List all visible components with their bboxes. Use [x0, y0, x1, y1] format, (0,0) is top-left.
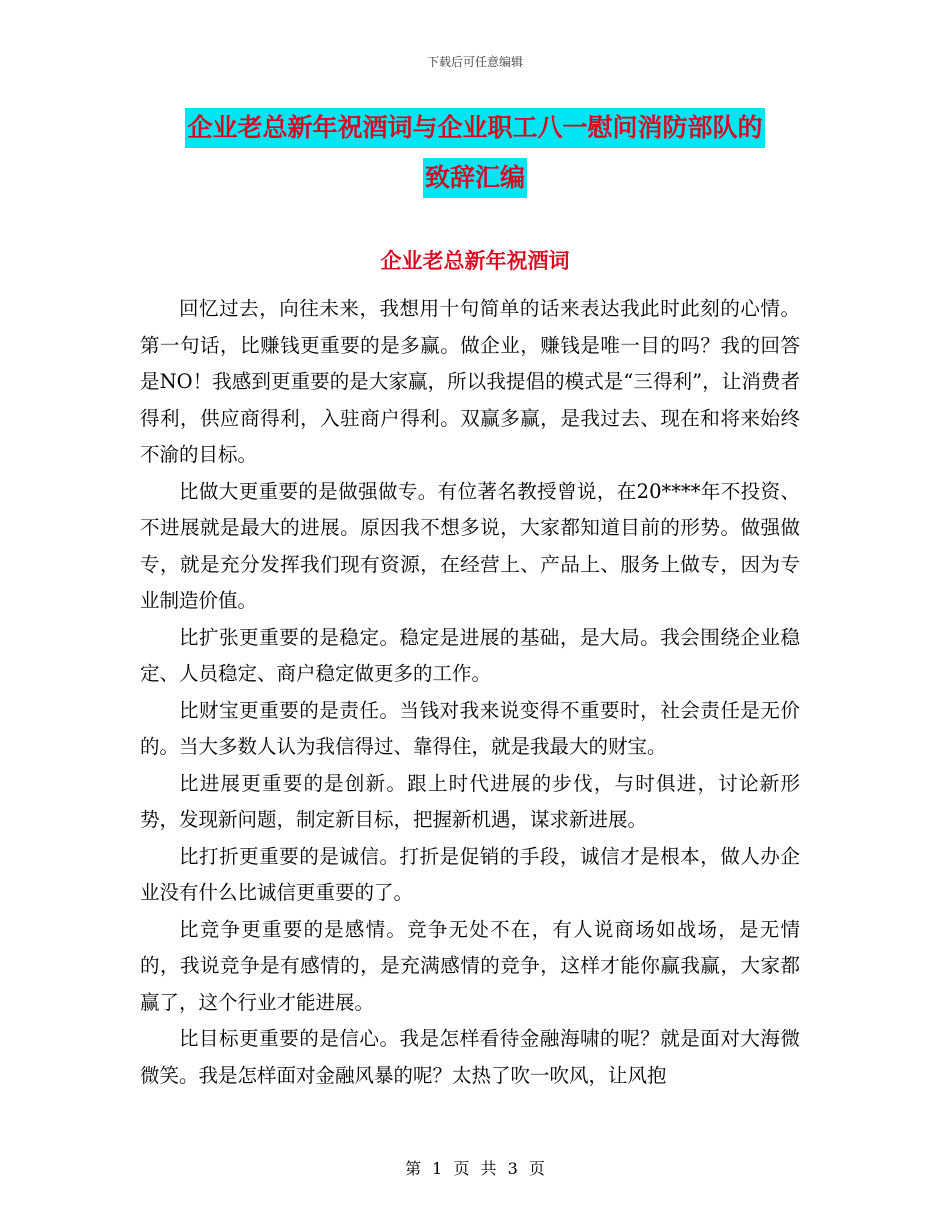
- document-title-line-1: 企业老总新年祝酒词与企业职工八一慰问消防部队的: [185, 108, 764, 148]
- body-paragraph: 回忆过去，向往未来，我想用十句简单的话来表达我此时此刻的心情。第一句话，比赚钱更重要的是多赢。做企业，赚钱是唯一目的吗？我的回答是NO！我感到更重要的是大家赢，所以我提倡的模式是“三得利”，让消费者得利，供应商得利，入驻商户得利。双赢多赢，是我过去、现在和将来始终不渝的目标。: [140, 297, 800, 466]
- page-number-footer: 第 1 页 共 3 页: [405, 1159, 545, 1178]
- body-paragraph: 比打折更重要的是诚信。打折是促销的手段，诚信才是根本，做人办企业没有什么比诚信更重要的了。: [140, 844, 800, 904]
- document-body: [140, 291, 800, 1094]
- document-title: [140, 108, 810, 198]
- body-paragraph: 比进展更重要的是创新。跟上时代进展的步伐，与时俱进，讨论新形势，发现新问题，制定新目标，把握新机遇，谋求新进展。: [140, 771, 800, 831]
- section-title: 企业老总新年祝酒词: [380, 248, 570, 273]
- page-header-note: 下载后可任意编辑: [426, 55, 523, 69]
- body-paragraph: 比目标更重要的是信心。我是怎样看待金融海啸的呢？就是面对大海微微笑。我是怎样面对金融风暴的呢？太热了吹一吹风，让风抱: [140, 1027, 800, 1087]
- body-paragraph: 比扩张更重要的是稳定。稳定是进展的基础，是大局。我会围绕企业稳定、人员稳定、商户稳定做更多的工作。: [140, 625, 800, 685]
- body-paragraph: 比做大更重要的是做强做专。有位著名教授曾说，在20****年不投资、不进展就是最大的进展。原因我不想多说，大家都知道目前的形势。做强做专，就是充分发挥我们现有资源，在经营上、产品上、服务上做专，因为专业制造价值。: [140, 479, 800, 612]
- body-paragraph: 比竞争更重要的是感情。竞争无处不在，有人说商场如战场，是无情的，我说竞争是有感情的，是充满感情的竞争，这样才能你赢我赢，大家都赢了，这个行业才能进展。: [140, 917, 800, 1014]
- body-paragraph: 比财宝更重要的是责任。当钱对我来说变得不重要时，社会责任是无价的。当大多数人认为我信得过、靠得住，就是我最大的财宝。: [140, 698, 800, 758]
- document-title-line-2: 致辞汇编: [423, 158, 527, 198]
